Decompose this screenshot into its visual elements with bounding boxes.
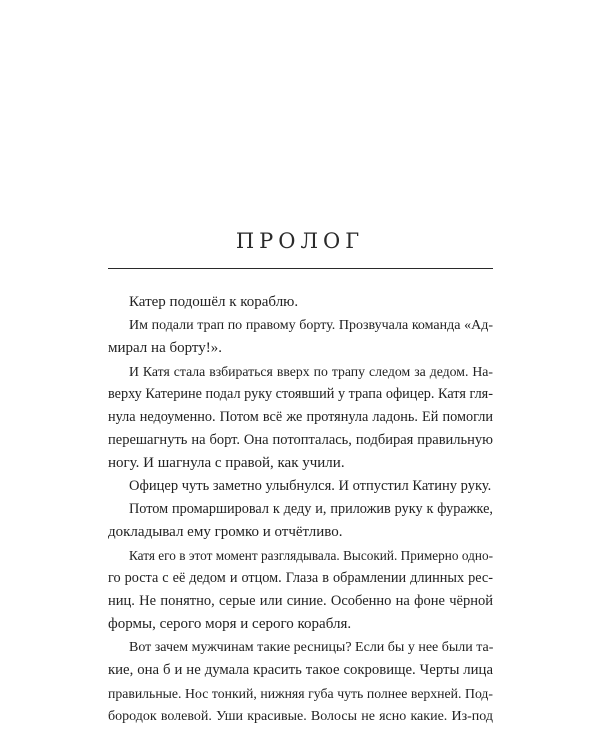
title-rule	[108, 268, 493, 269]
text-line: правильные. Нос тонкий, нижняя губа чуть полнее верхней. Под-	[108, 686, 493, 701]
text-line: Потом промаршировал к деду и, приложив руку к фуражке,	[129, 501, 493, 517]
text-line: И Катя стала взбираться вверх по трапу следом за дедом. На-	[129, 364, 493, 379]
text-line: формы, серого моря и серого корабля.	[108, 616, 352, 632]
text-line: кие, она б и не думала красить такое сокровище. Черты лица	[108, 662, 493, 678]
text-line: ниц. Не понятно, серые или синие. Особенно на фоне чёрной	[108, 593, 493, 609]
text-line: верху Катерине подал руку стоявший у трапа офицер. Катя гля-	[108, 386, 493, 402]
chapter-body	[108, 291, 493, 728]
text-line: перешагнуть на борт. Она потопталась, подбирая правильную	[108, 432, 493, 448]
chapter-title: ПРОЛОГ	[235, 229, 365, 253]
text-line: Катер подошёл к кораблю.	[129, 294, 299, 310]
text-line: мирал на борту!».	[108, 340, 223, 356]
text-line: Офицер чуть заметно улыбнулся. И отпустил Катину руку.	[129, 478, 492, 494]
text-line: Катя его в этот момент разглядывала. Высокий. Примерно одно-	[129, 548, 493, 563]
text-line: ногу. И шагнула с правой, как учили.	[108, 455, 345, 471]
text-line: докладывал ему громко и отчётливо.	[108, 524, 343, 540]
text-line: Вот зачем мужчинам такие ресницы? Если бы у нее были та-	[129, 640, 494, 655]
text-line: нула недоуменно. Потом всё же протянула ладонь. Ей помогли	[108, 409, 493, 425]
text-line: бородок волевой. Уши красивые. Волосы не ясно какие. Из-под	[108, 709, 493, 724]
text-line: Им подали трап по правому борту. Прозвучала команда «Ад-	[129, 318, 493, 333]
text-line: го роста с её дедом и отцом. Глаза в обрамлении длинных рес-	[108, 570, 493, 586]
